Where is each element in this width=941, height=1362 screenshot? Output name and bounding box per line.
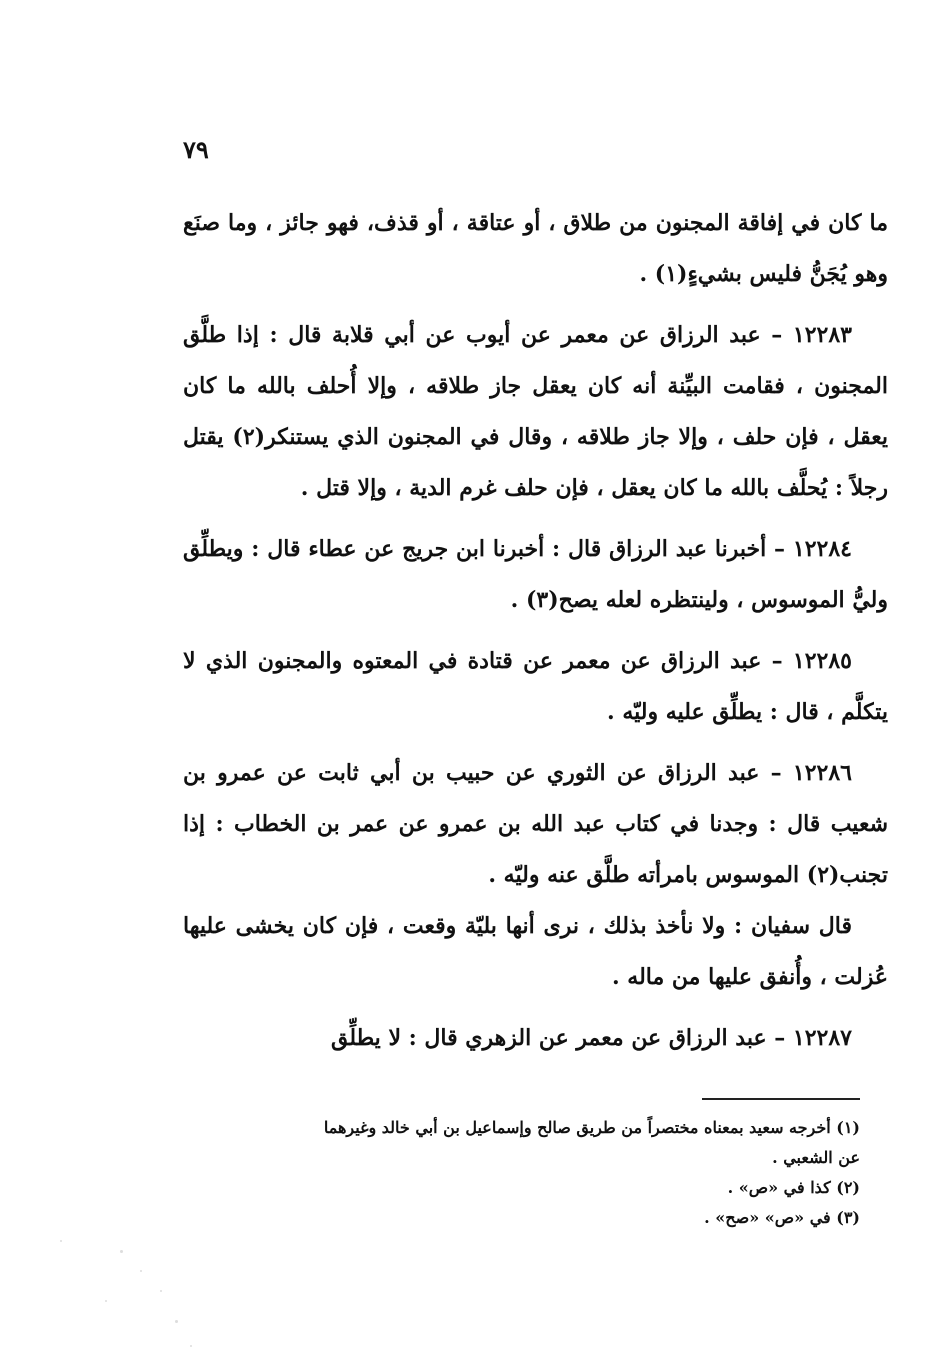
scan-speckle — [105, 1300, 107, 1302]
footnote-2: (٢) كذا في «ص» . — [727, 1178, 860, 1197]
scan-speckle — [140, 1270, 142, 1272]
page-number: ٧٩ — [183, 135, 209, 164]
scan-speckle — [160, 1290, 162, 1292]
scan-speckle — [120, 1250, 123, 1253]
sufyan-comment: قال سفيان : ولا نأخذ بذلك ، نرى أنها بليّة وقعت ، فإن كان يخشى عليها عُزلت ، وأُنفق عليها من ماله . — [183, 913, 888, 990]
footnotes — [300, 1113, 860, 1233]
footnote-divider — [702, 1098, 860, 1100]
scan-speckle — [175, 1320, 178, 1323]
hadith-12283: ١٢٢٨٣ – عبد الرزاق عن معمر عن أيوب عن أبي قلابة قال : إذا طلَّق المجنون ، فقامت البيِّنة أنه كان يعقل جاز طلاقه ، وإلا أُحلف بالله ما كان يعقل ، فإن حلف ، وإلا جاز طلاقه ، وقال في المجنون الذي يستنكر(٢) يقتل رجلاً : يُحلَّف بالله ما كان يعقل ، فإن حلف غرم الدية ، وإلا قتل . — [183, 322, 888, 501]
hadith-12284: ١٢٢٨٤ – أخبرنا عبد الرزاق قال : أخبرنا ابن جريج عن عطاء قال : ويطلِّق وليُّ الموسوس ، ولينتظره لعله يصح(٣) . — [183, 536, 888, 613]
scan-speckle — [190, 1345, 192, 1347]
footnote-1: (١) أخرجه سعيد بمعناه مختصراً من طريق صالح وإسماعيل بن أبي خالد وغيرهما عن الشعبي . — [323, 1118, 860, 1167]
body-text — [183, 198, 888, 1074]
scan-speckle — [60, 1240, 62, 1242]
hadith-12287: ١٢٢٨٧ – عبد الرزاق عن معمر عن الزهري قال : لا يطلِّق — [330, 1025, 852, 1051]
paragraph-continuation: ما كان في إفاقة المجنون من طلاق ، أو عتاقة ، أو قذف، فهو جائز ، وما صنَع وهو يُجَنُّ فليس بشيءٍ(١) . — [183, 210, 888, 287]
footnote-3: (٣) في «ص» «صح» . — [704, 1208, 860, 1227]
hadith-12286: ١٢٢٨٦ – عبد الرزاق عن الثوري عن حبيب بن أبي ثابت عن عمرو بن شعيب قال : وجدنا في كتاب عبد الله بن عمرو عن عمر بن الخطاب : إذا تجنب(٢) الموسوس بامرأته طلَّق عنه وليّه . — [183, 760, 888, 888]
hadith-12285: ١٢٢٨٥ – عبد الرزاق عن معمر عن قتادة في المعتوه والمجنون الذي لا يتكلَّم ، قال : يطلِّق عليه وليّه . — [183, 648, 888, 725]
